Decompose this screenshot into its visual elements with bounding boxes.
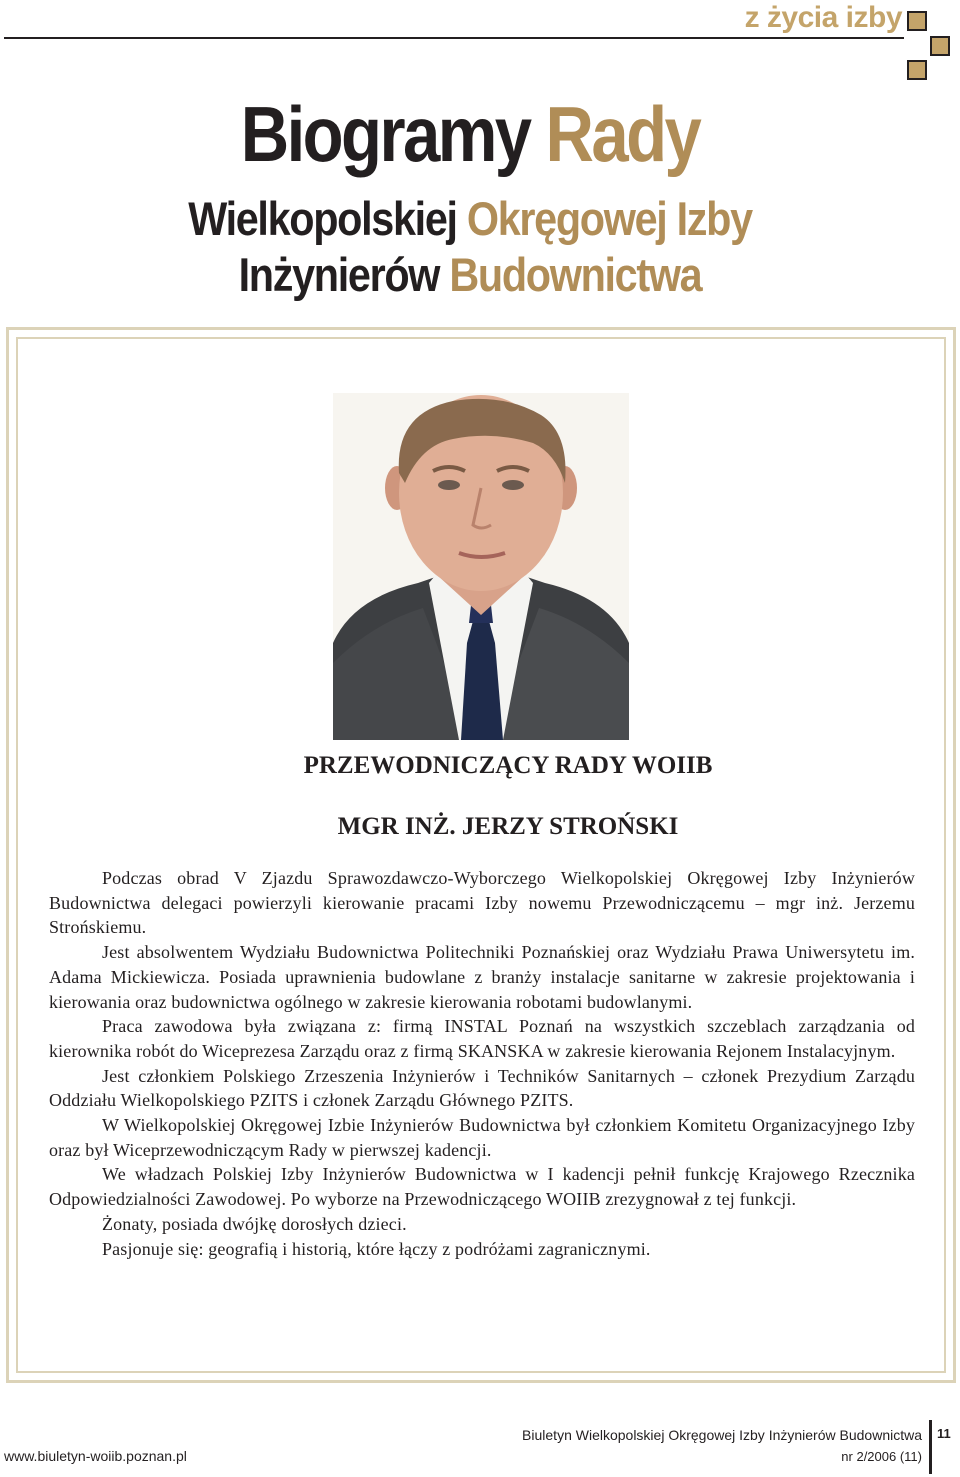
subtitle-dark: Wielkopolskiej	[188, 192, 457, 245]
footer-publication-title: Biuletyn Wielkopolskiej Okręgowej Izby Inżynierów Budownictwa	[522, 1427, 922, 1443]
biography-paragraph: We władzach Polskiej Izby Inżynierów Budownictwa w I kadencji pełnił funkcję Krajowego Rzecznika Odpowiedzialności Zawodowej. Po wyborze na Przewodniczącego WOIIB zrezygnował z tej funkcji.	[49, 1164, 915, 1210]
section-tag: z życia izby	[744, 1, 902, 34]
header-rule	[4, 37, 904, 39]
subtitle-gold: Okręgowej Izby	[466, 192, 752, 245]
page-subtitle-line2	[56, 246, 883, 304]
title-word-dark: Biogramy	[240, 90, 530, 178]
biography-paragraph: Praca zawodowa była związana z: firmą INSTAL Poznań na wszystkich szczeblach zarządzania od kierownika robót do Wiceprezesa Zarządu oraz z firmą SKANSKA w zakresie kierowania Rejonem Instalacyjnym.	[49, 1016, 915, 1061]
title-word-gold: Rady	[545, 90, 700, 178]
biography-paragraph: W Wielkopolskiej Okręgowej Izbie Inżynierów Budownictwa był członkiem Komitetu Organizacyjnego Izby oraz był Wiceprzewodniczącym Rady w pierwszej kadencji.	[49, 1115, 915, 1160]
footer-issue-number: nr 2/2006 (11)	[841, 1449, 922, 1464]
decorative-square	[907, 60, 927, 80]
biography-paragraph: Jest absolwentem Wydziału Budownictwa Politechniki Poznańskiej oraz Wydziału Prawa Uniwersytetu im. Adama Mickiewicza. Posiada uprawnienia budowlane z branży instalacje sanitarne w zakresie projektowania i kierowania oraz budownictwa ogólnego w zakresie kierowania robotami budowlanymi.	[49, 942, 915, 1012]
page-subtitle-line1	[56, 190, 883, 248]
decorative-square	[930, 36, 950, 56]
footer-divider	[929, 1420, 932, 1474]
page-number: 11	[937, 1426, 951, 1441]
subtitle-gold: Budownictwa	[449, 248, 702, 301]
page-title	[66, 84, 874, 184]
biography-paragraph: Żonaty, posiada dwójkę dorosłych dzieci.	[102, 1213, 407, 1234]
footer-website-link[interactable]: www.biuletyn-woiib.poznan.pl	[4, 1448, 187, 1464]
biography-paragraph: Jest członkiem Polskiego Zrzeszenia Inżynierów i Techników Sanitarnych – członek Prezydium Zarządu Oddziału Wielkopolskiego PZITS i członek Zarządu Głównego PZITS.	[49, 1065, 915, 1111]
portrait-photo	[333, 393, 629, 740]
biography-paragraph: Pasjonuje się: geografią i historią, które łączy z podróżami zagranicznymi.	[102, 1238, 651, 1259]
decorative-square	[907, 11, 927, 31]
person-role: PRZEWODNICZĄCY RADY WOIIB	[303, 752, 713, 779]
biography-paragraph: Podczas obrad V Zjazdu Sprawozdawczo-Wyborczego Wielkopolskiej Okręgowej Izby Inżynierów Budownictwa delegaci powierzyli kierowanie pracami Izby nowemu Przewodniczącemu – mgr inż. Jerzemu Strońskiemu.	[49, 868, 915, 938]
subtitle-dark: Inżynierów	[238, 248, 440, 301]
person-name: MGR INŻ. JERZY STROŃSKI	[337, 813, 679, 840]
biography-text	[49, 866, 915, 1261]
